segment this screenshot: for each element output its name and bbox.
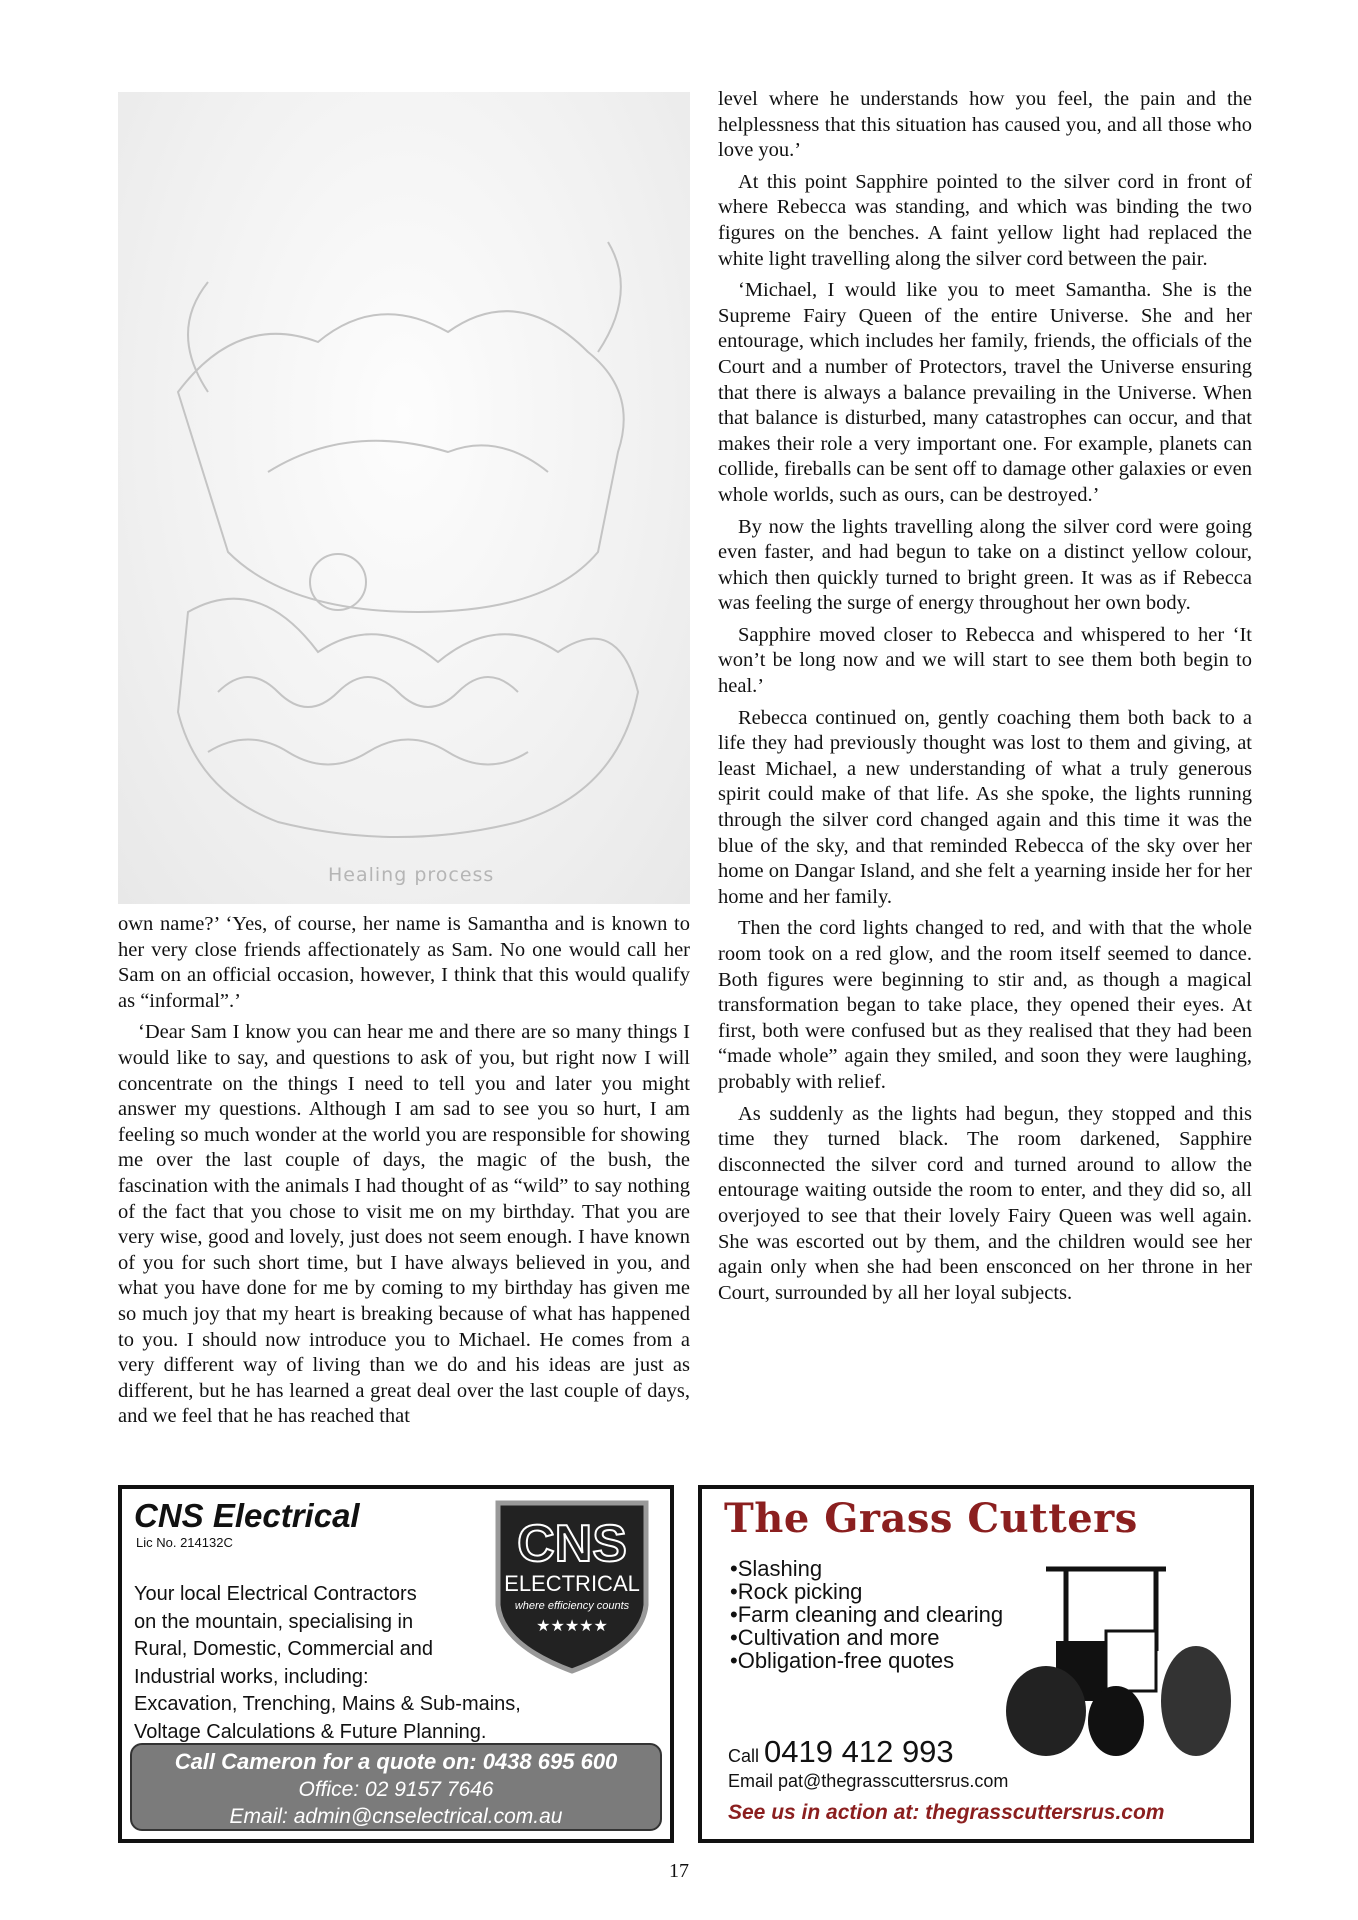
email: Email: admin@cnselectrical.com.au: [229, 1805, 563, 1828]
service-item: • Rock picking: [730, 1580, 1003, 1603]
grass-cutters-ad: [698, 1485, 1254, 1843]
logo-sub: ELECTRICAL: [504, 1571, 640, 1596]
paragraph: Then the cord lights changed to red, and with that the whole room took on a red glow, and the room itself seemed to dance. Both figures were beginning to stir and, as though a magical transformation began to take place, they opened their eyes. At first, both were confused but as they realised that they had been “made whole” again they smiled, and soon they were laughing, probably with relief.: [718, 917, 1252, 1093]
left-text-column: [118, 912, 690, 1436]
paragraph: own name?’ ‘Yes, of course, her name is Samantha and is known to her very close friends affectionately as Sam. No one would call her Sam on an official occasion, however, I think that this would qualify as “informal”.’: [118, 913, 690, 1012]
logo-main: CNS: [517, 1515, 627, 1573]
phone-number: 0419 412 993: [764, 1734, 954, 1769]
licence-number: Lic No. 214132C: [136, 1535, 233, 1550]
page-number: 17: [669, 1860, 689, 1882]
body-line: Industrial works, including:: [134, 1665, 369, 1688]
call-line: Call Cameron for a quote on: 0438 695 600: [174, 1749, 618, 1774]
ad-title: CNS Electrical: [134, 1497, 360, 1534]
body-line: on the mountain, specialising in: [134, 1610, 414, 1633]
paragraph: As suddenly as the lights had begun, they stopped and this time they turned black. The room darkened, Sapphire disconnected the silver cord and turned around to allow the entourage waiting outside the room to enter, and they did so, all overjoyed to see that their lovely Fairy Queen was well again. She was escorted out by them, and the children would see her again only when she had been ensconced on her throne in her Court, surrounded by all her loyal subjects.: [718, 1102, 1252, 1304]
service-item: • Obligation-free quotes: [730, 1649, 1003, 1672]
paragraph: level where he understands how you feel, the pain and the helplessness that this situation has caused you, and all those who love you.’: [718, 88, 1252, 162]
paragraph: By now the lights travelling along the silver cord were going even faster, and had begun to take on a distinct yellow colour, which then quickly turned to bright green. It was as if Rebecca was feeling the surge of energy throughout her own body.: [718, 515, 1252, 615]
body-line: Your local Electrical Contractors: [134, 1583, 417, 1605]
office-phone: Office: 02 9157 7646: [298, 1778, 494, 1801]
website: See us in action at: thegrasscuttersrus.com: [728, 1801, 1165, 1824]
email: Email pat@thegrasscuttersrus.com: [728, 1771, 1009, 1791]
services-list: [730, 1557, 1003, 1672]
illustration-drawing: [118, 92, 690, 904]
paragraph: ‘Michael, I would like you to meet Samantha. She is the Supreme Fairy Queen of the entire Universe. She and her entourage, which includes her family, friends, the officials of the Court and a number of Protectors, travel the Universe ensuring that there is always a balance prevailing in the Universe. When that balance is disturbed, many catastrophes can occur, and that makes their role a very important one. For example, planets can collide, fireballs can be sent off to damage other galaxies or even whole worlds, such as ours, can be destroyed.’: [718, 279, 1252, 506]
body-line: Voltage Calculations & Future Planning.: [134, 1720, 487, 1743]
paragraph: At this point Sapphire pointed to the silver cord in front of where Rebecca was standing, and which was binding the two figures on the benches. A faint yellow light had replaced the white light travelling along the silver cord between the pair.: [718, 170, 1252, 270]
cns-electrical-ad: [118, 1485, 674, 1843]
contact-box: [130, 1743, 662, 1831]
body-line: Excavation, Trenching, Mains & Sub-mains,: [134, 1693, 521, 1715]
service-item: • Cultivation and more: [730, 1626, 1003, 1649]
right-text-column: [718, 87, 1252, 1312]
logo-tagline: where efficiency counts: [514, 1600, 630, 1612]
service-item: • Farm cleaning and clearing: [730, 1603, 1003, 1626]
ad-title: The Grass Cutters: [724, 1495, 1138, 1542]
healing-process-illustration: [118, 92, 690, 904]
body-line: Rural, Domestic, Commercial and: [134, 1638, 433, 1660]
paragraph: Rebecca continued on, gently coaching them both back to a life they had previously thought was lost to them and giving, at least Michael, a new understanding of what a truly generous spirit could make of that life. As she spoke, the lights running through the silver cord changed again and this time it was the blue of the sky, and that reminded Rebecca of the sky over her home on Dangar Island, and she felt a yearning inside her for her home and her family.: [718, 706, 1252, 908]
paragraph: Sapphire moved closer to Rebecca and whispered to her ‘It won’t be long now and we will start to see them both begin to heal.’: [718, 623, 1252, 698]
call-label: Call: [728, 1746, 760, 1766]
tractor-icon: [996, 1561, 1236, 1761]
star-rating-icon: ★★★★★: [536, 1616, 608, 1635]
paragraph: ‘Dear Sam I know you can hear me and there are so many things I would like to say, and questions to ask of you, but right now I will concentrate on the things I need to tell you and later you might answer my questions. Although I am sad to see you so hurt, I am feeling so much wonder at the world you are responsible for showing me over the last couple of days, the magic of the bush, the fascination with the animals I had thought of as “wild” to say nothing of the fact that you chose to visit me on my birthday. That you are very wise, good and lovely, just does not seem enough. I have known of you for such short time, but I have always believed in you, and what you have done for me by coming to my birthday has given me so much joy that my heart is breaking because of what has happened to you. I should now introduce you to Michael. He comes from a very different way of living than we do and his ideas are just as different, but he has learned a great deal over the last couple of days, and we feel that he has reached that: [118, 1021, 690, 1428]
service-item: • Slashing: [730, 1557, 1003, 1580]
ad-body: [134, 1581, 521, 1746]
illustration-caption: Healing process: [328, 864, 495, 886]
phone-line: [728, 1734, 954, 1770]
